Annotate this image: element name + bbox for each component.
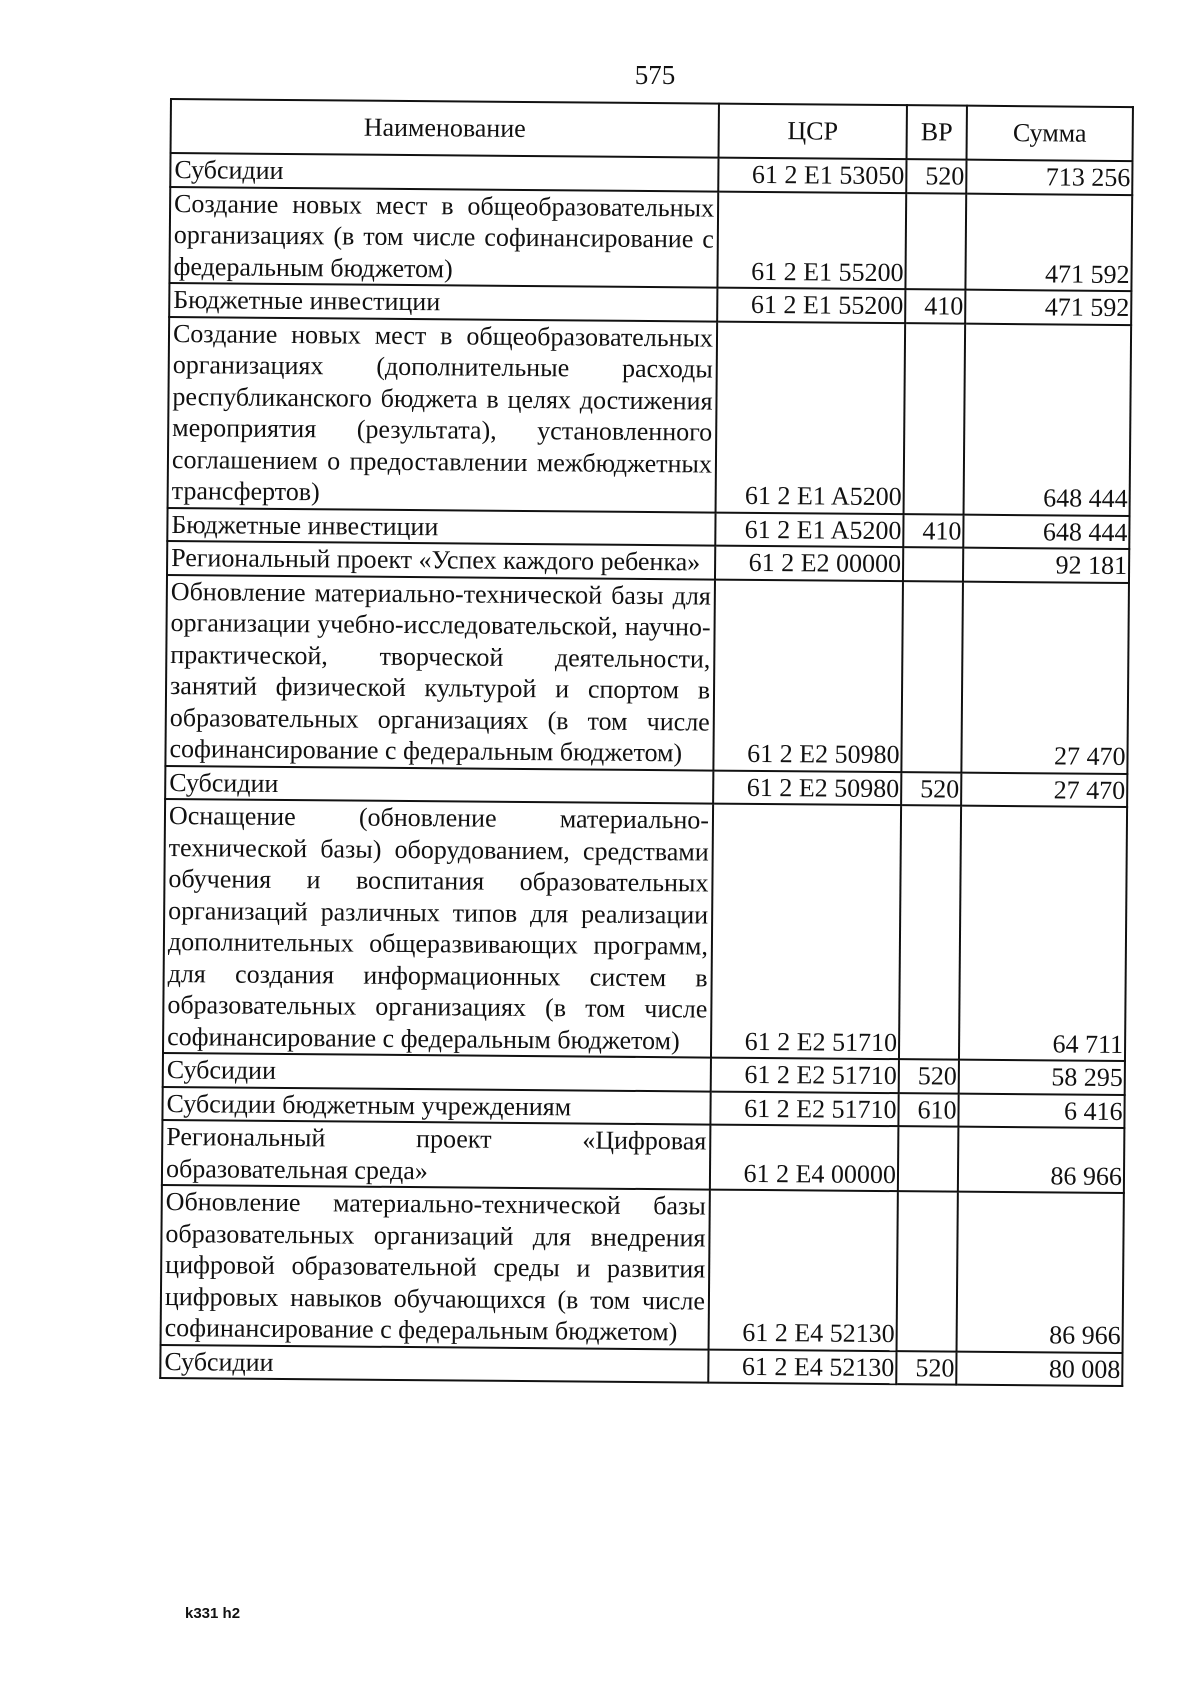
- cell-sum: 58 295: [959, 1060, 1125, 1095]
- cell-vr: 410: [903, 514, 963, 548]
- cell-vr: 520: [899, 1059, 959, 1093]
- page-number: 575: [634, 60, 676, 90]
- cell-name: Субсидии бюджетным учреждениям: [162, 1086, 710, 1124]
- table-row: [162, 1120, 1125, 1193]
- cell-name: Оснащение (обновление материально-технической базы) оборудованием, средствами обучения и воспитания образовательных организаций различных типов для реализации дополнительных общеразвивающих программ, для создания информационных систем в образовательных организациях (в том числе софинансирование с федеральным бюджетом): [163, 799, 713, 1058]
- cell-code: 61 2 E4 52130: [708, 1349, 896, 1384]
- cell-code: 61 2 E2 50980: [713, 579, 903, 772]
- cell-name: Обновление материально-технической базы образовательных организаций для внедрения цифровой образовательной среды и развития цифровых навыков обучающихся (в том числе софинансирование с федеральным бюджетом): [161, 1185, 710, 1349]
- cell-vr: [897, 1191, 958, 1351]
- cell-name: Региональный проект «Цифровая образовательная среда»: [162, 1120, 711, 1190]
- cell-code: 61 2 E1 55200: [717, 191, 906, 289]
- table-body: [160, 153, 1132, 1386]
- table-row: [161, 1185, 1124, 1353]
- cell-sum: 86 966: [957, 1192, 1124, 1353]
- cell-vr: 520: [906, 159, 966, 193]
- cell-code: 61 2 E2 51710: [710, 1091, 898, 1126]
- header-vr: ВР: [907, 105, 967, 160]
- cell-name: Бюджетные инвестиции: [169, 283, 717, 321]
- budget-table: [159, 98, 1134, 1387]
- cell-code: 61 2 E2 50980: [713, 770, 901, 805]
- cell-vr: [904, 323, 966, 514]
- cell-code: 61 2 E4 00000: [710, 1125, 899, 1192]
- footer-code: k331 h2: [185, 1605, 241, 1622]
- cell-name: Обновление материально-технической базы для организации учебно-исследовательской, научно-практической, творческой деятельности, занятий физической культурой и спортом в образовательных организациях (в том числе софинансирование с федеральным бюджетом): [165, 574, 715, 770]
- header-row: [171, 99, 1133, 161]
- cell-name: Субсидии: [160, 1344, 708, 1382]
- cell-vr: [905, 193, 966, 290]
- cell-vr: [899, 805, 961, 1059]
- cell-code: 61 2 E4 52130: [709, 1190, 898, 1351]
- cell-sum: 713 256: [966, 160, 1132, 195]
- cell-name: Субсидии: [163, 1053, 711, 1091]
- cell-code: 61 2 E2 00000: [715, 546, 903, 581]
- cell-code: 61 2 E1 53050: [718, 158, 906, 193]
- cell-sum: 86 966: [958, 1127, 1125, 1193]
- cell-sum: 92 181: [963, 548, 1129, 583]
- header-sum: Сумма: [967, 106, 1133, 161]
- table-row: [160, 1344, 1122, 1386]
- cell-name: Создание новых мест в общеобразовательных организациях (дополнительные расходы республиканского бюджета в целях достижения мероприятия (результата), установленного соглашением о предоставлении межбюджетных трансфертов): [168, 317, 718, 513]
- cell-sum: 27 470: [961, 772, 1127, 807]
- cell-sum: 471 592: [965, 193, 1132, 291]
- cell-vr: [901, 581, 963, 772]
- cell-code: 61 2 E2 51710: [711, 804, 901, 1060]
- cell-vr: 610: [898, 1093, 958, 1127]
- header-code: ЦСР: [719, 104, 907, 160]
- cell-sum: 6 416: [958, 1093, 1124, 1128]
- table-header: [171, 99, 1133, 161]
- cell-sum: 80 008: [956, 1351, 1122, 1386]
- cell-name: Региональный проект «Успех каждого ребенка»: [167, 541, 715, 579]
- cell-name: Создание новых мест в общеобразовательных организациях (в том числе софинансирование с федеральным бюджетом): [169, 187, 718, 288]
- cell-name: Субсидии: [170, 153, 718, 191]
- cell-code: 61 2 E1 55200: [717, 288, 905, 323]
- table-row: [165, 574, 1129, 773]
- cell-sum: 648 444: [963, 514, 1129, 549]
- cell-vr: 410: [905, 289, 965, 323]
- cell-sum: 648 444: [964, 323, 1132, 515]
- table-row: [169, 187, 1132, 292]
- cell-code: 61 2 E1 A5200: [716, 321, 906, 514]
- cell-sum: 471 592: [965, 290, 1131, 325]
- cell-name: Субсидии: [165, 765, 713, 803]
- header-name: Наименование: [171, 99, 719, 158]
- cell-vr: 520: [901, 772, 961, 806]
- cell-vr: 520: [896, 1351, 956, 1385]
- table-row: [163, 799, 1127, 1061]
- cell-code: 61 2 E2 51710: [711, 1058, 899, 1093]
- cell-sum: 64 711: [959, 806, 1127, 1061]
- cell-name: Бюджетные инвестиции: [167, 507, 715, 545]
- cell-vr: [898, 1126, 959, 1192]
- cell-code: 61 2 E1 A5200: [715, 512, 903, 547]
- table-row: [168, 317, 1132, 516]
- cell-sum: 27 470: [961, 581, 1129, 773]
- cell-vr: [903, 547, 963, 581]
